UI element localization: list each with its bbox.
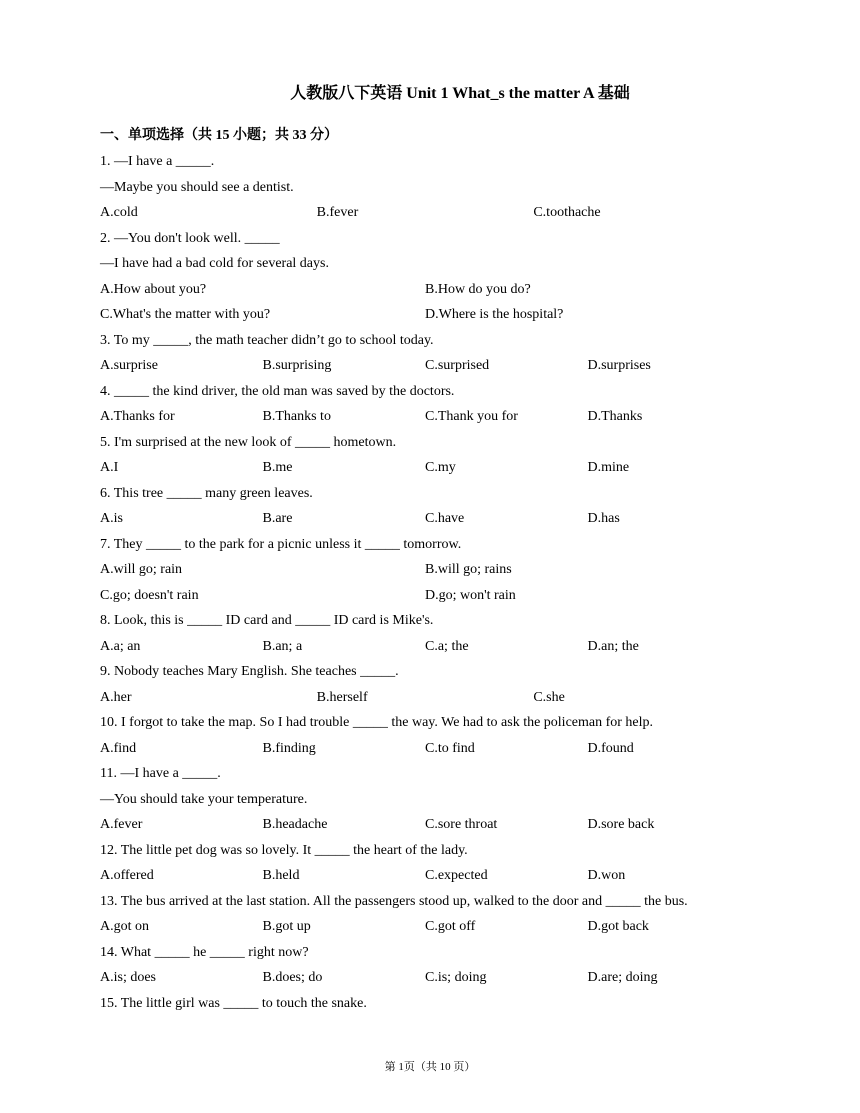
answer-option: D.surprises <box>587 358 651 373</box>
question-item <box>100 226 750 328</box>
question-item <box>100 889 750 940</box>
answer-option: A.her <box>100 689 132 705</box>
question-stem: 5. I'm surprised at the new look of _____ hometown. <box>100 434 397 450</box>
question-stem: 15. The little girl was _____ to touch the snake. <box>100 995 367 1011</box>
answer-option: C.go; doesn't rain <box>100 587 199 603</box>
question-item <box>100 991 750 1017</box>
option-row <box>100 863 750 889</box>
answer-option: A.I <box>100 460 119 475</box>
answer-option: B.will go; rains <box>425 562 512 577</box>
option-row <box>100 353 750 379</box>
question-item <box>100 838 750 889</box>
answer-option: D.Where is the hospital? <box>425 307 564 322</box>
question-item <box>100 379 750 430</box>
answer-option: A.find <box>100 740 137 756</box>
answer-option: C.my <box>425 460 456 475</box>
answer-option: B.fever <box>316 205 359 220</box>
option-row <box>100 557 750 583</box>
answer-option: C.What's the matter with you? <box>100 307 271 322</box>
answer-option: D.mine <box>587 460 630 475</box>
question-item <box>100 481 750 532</box>
question-stem: 11. —I have a _____. <box>100 766 221 781</box>
question-item <box>100 710 750 761</box>
answer-option: D.an; the <box>587 638 639 654</box>
option-row <box>100 302 750 328</box>
question-stem: 14. What _____ he _____ right now? <box>100 944 309 960</box>
question-dialogue-line: —You should take your temperature. <box>100 791 308 807</box>
answer-option: D.Thanks <box>587 409 643 424</box>
answer-option: B.herself <box>316 689 368 705</box>
answer-option: A.offered <box>100 868 154 883</box>
answer-option: C.she <box>533 689 565 705</box>
section-heading: 一、单项选择（共 15 小题；共 33 分） <box>100 128 338 143</box>
answer-option: D.got back <box>587 919 649 934</box>
answer-option: C.to find <box>425 740 475 756</box>
question-item <box>100 532 750 609</box>
option-row <box>100 914 750 940</box>
option-row <box>100 506 750 532</box>
answer-option: C.got off <box>425 919 476 934</box>
answer-option: D.go; won't rain <box>425 587 516 603</box>
option-row <box>100 404 750 430</box>
question-stem: 12. The little pet dog was so lovely. It _____ the heart of the lady. <box>100 842 468 858</box>
answer-option: A.is <box>100 511 123 526</box>
answer-option: C.expected <box>425 868 488 883</box>
option-row <box>100 277 750 303</box>
question-stem: 9. Nobody teaches Mary English. She teaches _____. <box>100 664 399 679</box>
answer-option: B.an; a <box>262 638 303 654</box>
answer-option: A.cold <box>100 205 138 220</box>
option-row <box>100 634 750 660</box>
answer-option: B.How do you do? <box>425 281 531 297</box>
option-row <box>100 200 750 226</box>
answer-option: A.How about you? <box>100 281 207 297</box>
question-stem: 2. —You don't look well. _____ <box>100 230 280 246</box>
question-item <box>100 430 750 481</box>
answer-option: D.sore back <box>587 817 655 832</box>
option-row <box>100 736 750 762</box>
answer-option: C.Thank you for <box>425 409 518 424</box>
option-row <box>100 965 750 991</box>
answer-option: A.is; does <box>100 970 156 985</box>
answer-option: A.will go; rain <box>100 562 183 577</box>
document-title: 人教版八下英语 Unit 1 What_s the matter A 基础 <box>290 85 630 102</box>
option-row <box>100 685 750 711</box>
answer-option: C.a; the <box>425 638 469 654</box>
answer-option: B.held <box>262 868 300 883</box>
question-stem: 1. —I have a _____. <box>100 154 215 169</box>
answer-option: B.are <box>262 511 293 526</box>
question-list <box>100 149 750 1016</box>
question-dialogue-line: —Maybe you should see a dentist. <box>100 179 294 195</box>
answer-option: A.a; an <box>100 638 141 654</box>
answer-option: C.toothache <box>533 205 601 220</box>
option-row <box>100 812 750 838</box>
question-stem: 10. I forgot to take the map. So I had trouble _____ the way. We had to ask the policeman for help. <box>100 715 654 730</box>
answer-option: D.won <box>587 868 626 883</box>
question-stem: 6. This tree _____ many green leaves. <box>100 485 313 501</box>
question-item <box>100 328 750 379</box>
answer-option: B.got up <box>262 919 311 934</box>
answer-option: A.Thanks for <box>100 409 175 424</box>
answer-option: D.are; doing <box>587 970 658 985</box>
question-item <box>100 940 750 991</box>
question-stem: 7. They _____ to the park for a picnic unless it _____ tomorrow. <box>100 536 462 552</box>
answer-option: B.me <box>262 460 293 475</box>
question-dialogue-line: —I have had a bad cold for several days. <box>100 256 329 271</box>
question-stem: 4. _____ the kind driver, the old man was saved by the doctors. <box>100 383 455 399</box>
answer-option: C.is; doing <box>425 970 487 985</box>
page-footer: 第 1页（共 10 页） <box>384 1061 476 1073</box>
answer-option: A.fever <box>100 817 143 832</box>
question-stem: 8. Look, this is _____ ID card and _____ ID card is Mike's. <box>100 613 434 628</box>
answer-option: B.Thanks to <box>262 409 331 424</box>
answer-option: A.surprise <box>100 358 158 373</box>
question-stem: 13. The bus arrived at the last station. All the passengers stood up, walked to the door and _____ the bus. <box>100 893 688 909</box>
answer-option: C.sore throat <box>425 817 498 832</box>
question-item <box>100 659 750 710</box>
answer-option: C.surprised <box>425 358 490 373</box>
question-item <box>100 608 750 659</box>
answer-option: D.found <box>587 740 634 756</box>
answer-option: C.have <box>425 511 465 526</box>
option-row <box>100 455 750 481</box>
answer-option: D.has <box>587 511 620 526</box>
answer-option: B.surprising <box>262 358 332 373</box>
option-row <box>100 583 750 609</box>
answer-option: B.headache <box>262 817 328 832</box>
question-item <box>100 149 750 226</box>
answer-option: B.does; do <box>262 970 323 985</box>
question-item <box>100 761 750 838</box>
answer-option: B.finding <box>262 740 316 756</box>
question-stem: 3. To my _____, the math teacher didn’t go to school today. <box>100 332 434 348</box>
answer-option: A.got on <box>100 919 149 934</box>
